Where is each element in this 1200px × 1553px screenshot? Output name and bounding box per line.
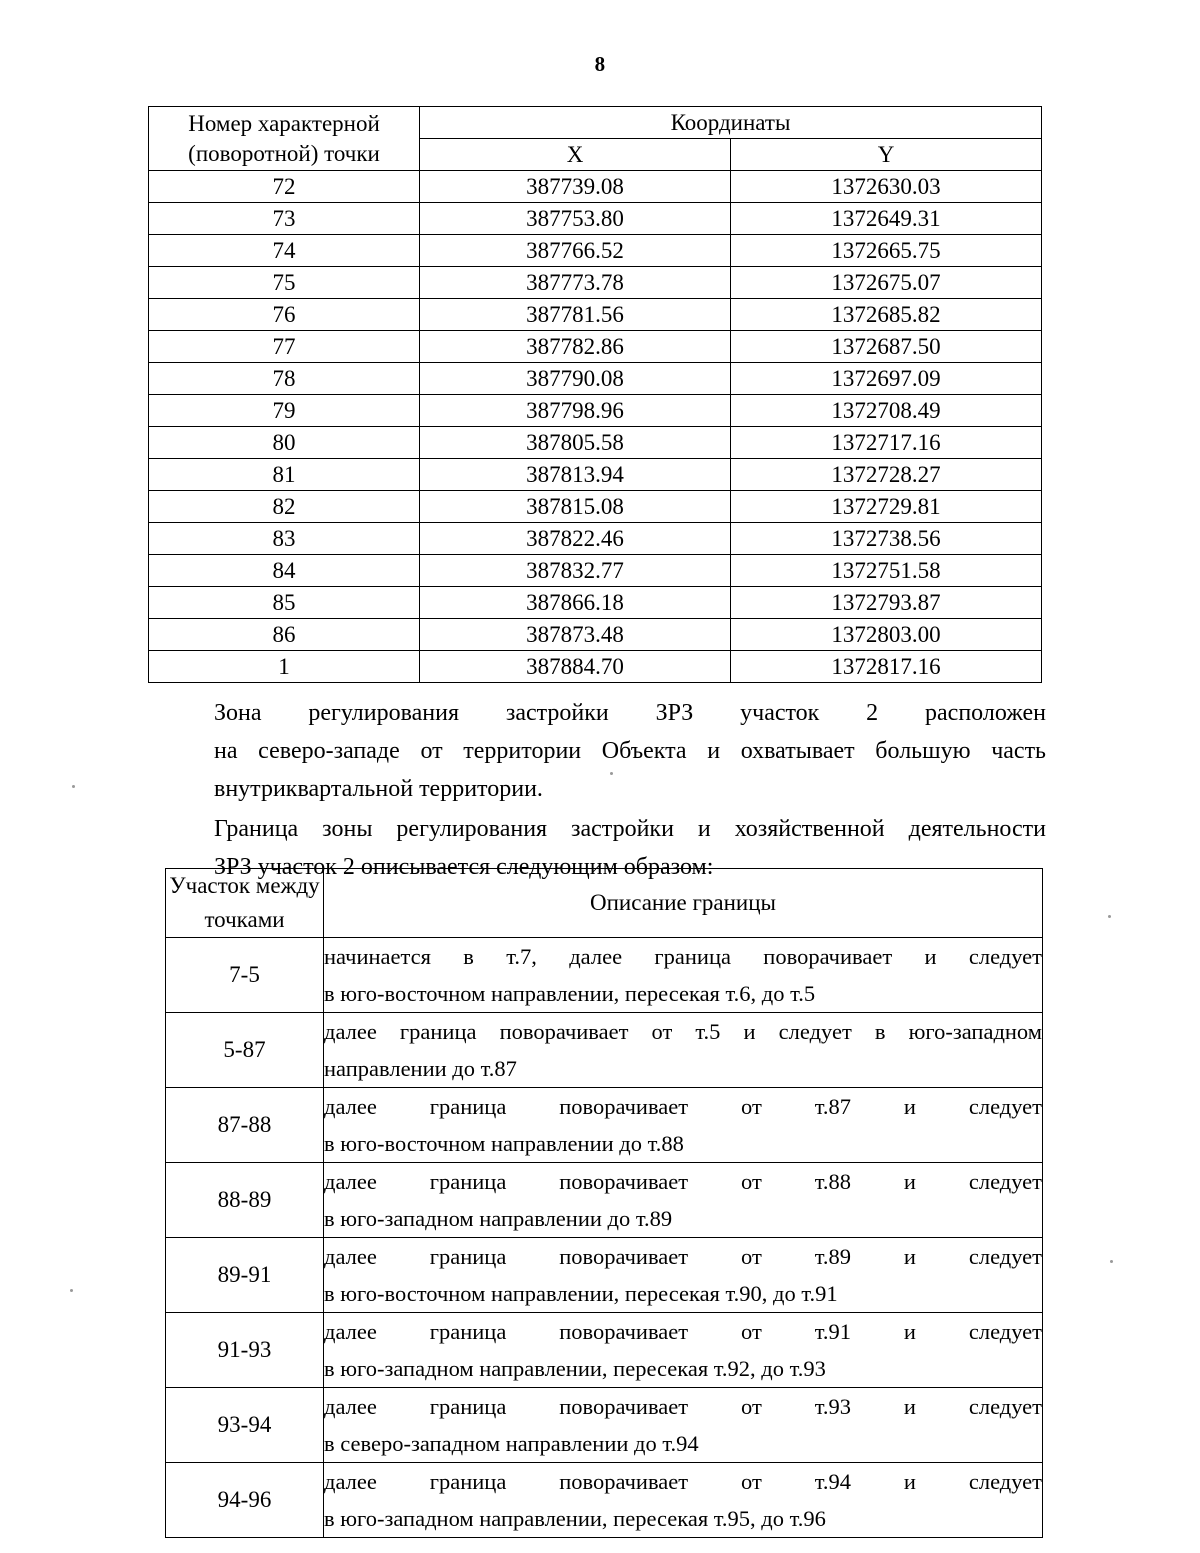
cell-description	[324, 1238, 1043, 1313]
cell-segment: 87-88	[166, 1088, 324, 1163]
border-table-head	[166, 869, 1043, 938]
table-row	[149, 427, 1042, 459]
table-row	[149, 171, 1042, 203]
cell-y: 1372649.31	[731, 203, 1042, 235]
paragraph-line: Граница зоны регулирования застройки и хозяйственной деятельности	[214, 816, 1046, 842]
description-line: далее граница поворачивает от т.5 и следует в юго-западном	[324, 1019, 1042, 1044]
table-row	[149, 331, 1042, 363]
description-line: в юго-западном направлении, пересекая т.95, до т.96	[324, 1506, 826, 1531]
description-line: в юго-западном направлении до т.89	[324, 1206, 673, 1231]
scan-speck	[610, 772, 613, 775]
paragraph-line: ЗРЗ участок 2 описывается следующим образом:	[214, 854, 714, 880]
border-description-table	[165, 868, 1043, 1538]
cell-point-number: 78	[149, 363, 420, 395]
description-line: далее граница поворачивает от т.94 и следует	[324, 1469, 1042, 1494]
description-line: начинается в т.7, далее граница поворачивает и следует	[324, 944, 1042, 969]
cell-x: 387781.56	[420, 299, 731, 331]
cell-point-number: 73	[149, 203, 420, 235]
table-header-row	[149, 107, 1042, 139]
cell-y: 1372728.27	[731, 459, 1042, 491]
cell-point-number: 80	[149, 427, 420, 459]
cell-description	[324, 1163, 1043, 1238]
cell-y: 1372630.03	[731, 171, 1042, 203]
cell-segment: 89-91	[166, 1238, 324, 1313]
page-number: 8	[594, 52, 606, 76]
description-line: далее граница поворачивает от т.91 и следует	[324, 1319, 1042, 1344]
table-row	[149, 363, 1042, 395]
header-coordinates: Координаты	[420, 107, 1042, 139]
description-line: далее граница поворачивает от т.89 и следует	[324, 1244, 1042, 1269]
scan-speck	[1110, 1260, 1113, 1263]
cell-x: 387866.18	[420, 587, 731, 619]
header-segment-between-points: Участок между точками	[166, 869, 324, 938]
paragraph-line: внутриквартальной территории.	[214, 776, 543, 802]
cell-point-number: 83	[149, 523, 420, 555]
scan-speck	[70, 1289, 73, 1292]
cell-y: 1372697.09	[731, 363, 1042, 395]
description-line: в юго-восточном направлении, пересекая т.90, до т.91	[324, 1281, 838, 1306]
scan-speck	[1108, 915, 1111, 918]
table-row	[149, 587, 1042, 619]
table-row	[166, 1013, 1043, 1088]
cell-point-number: 84	[149, 555, 420, 587]
cell-y: 1372717.16	[731, 427, 1042, 459]
header-point-number: Номер характерной (поворотной) точки	[149, 107, 420, 171]
cell-description	[324, 1463, 1043, 1538]
cell-x: 387873.48	[420, 619, 731, 651]
cell-y: 1372803.00	[731, 619, 1042, 651]
cell-x: 387753.80	[420, 203, 731, 235]
cell-x: 387773.78	[420, 267, 731, 299]
table-row	[166, 1313, 1043, 1388]
cell-point-number: 79	[149, 395, 420, 427]
cell-point-number: 82	[149, 491, 420, 523]
paragraph-zone-location	[152, 694, 1046, 808]
header-x: X	[420, 139, 731, 171]
table-row	[149, 555, 1042, 587]
description-line: далее граница поворачивает от т.93 и следует	[324, 1394, 1042, 1419]
border-table-body	[166, 938, 1043, 1538]
table-row	[149, 651, 1042, 683]
cell-segment: 94-96	[166, 1463, 324, 1538]
table-row	[149, 395, 1042, 427]
description-line: далее граница поворачивает от т.87 и следует	[324, 1094, 1042, 1119]
table-row	[149, 299, 1042, 331]
cell-description	[324, 1088, 1043, 1163]
cell-y: 1372675.07	[731, 267, 1042, 299]
cell-point-number: 1	[149, 651, 420, 683]
table-row	[149, 491, 1042, 523]
header-y: Y	[731, 139, 1042, 171]
description-line: далее граница поворачивает от т.88 и следует	[324, 1169, 1042, 1194]
cell-y: 1372729.81	[731, 491, 1042, 523]
cell-segment: 7-5	[166, 938, 324, 1013]
cell-point-number: 75	[149, 267, 420, 299]
cell-y: 1372665.75	[731, 235, 1042, 267]
table-row	[166, 1388, 1043, 1463]
cell-y: 1372817.16	[731, 651, 1042, 683]
cell-point-number: 85	[149, 587, 420, 619]
description-line: в юго-восточном направлении до т.88	[324, 1131, 684, 1156]
scan-speck	[72, 785, 75, 788]
cell-point-number: 81	[149, 459, 420, 491]
cell-y: 1372738.56	[731, 523, 1042, 555]
table-row	[166, 1163, 1043, 1238]
table-row	[149, 619, 1042, 651]
cell-point-number: 86	[149, 619, 420, 651]
cell-segment: 5-87	[166, 1013, 324, 1088]
cell-x: 387790.08	[420, 363, 731, 395]
cell-x: 387739.08	[420, 171, 731, 203]
table-row	[149, 459, 1042, 491]
header-border-description: Описание границы	[324, 869, 1043, 938]
cell-description	[324, 1013, 1043, 1088]
cell-x: 387815.08	[420, 491, 731, 523]
table-row	[149, 235, 1042, 267]
cell-y: 1372751.58	[731, 555, 1042, 587]
description-line: в северо-западном направлении до т.94	[324, 1431, 699, 1456]
paragraph-line: на северо-западе от территории Объекта и охватывает большую часть	[214, 738, 1046, 764]
cell-y: 1372685.82	[731, 299, 1042, 331]
cell-y: 1372687.50	[731, 331, 1042, 363]
cell-x: 387805.58	[420, 427, 731, 459]
table-row	[166, 938, 1043, 1013]
table-row	[166, 1238, 1043, 1313]
table-row	[149, 523, 1042, 555]
cell-segment: 93-94	[166, 1388, 324, 1463]
description-line: направлении до т.87	[324, 1056, 517, 1081]
table-row	[166, 1463, 1043, 1538]
cell-description	[324, 1388, 1043, 1463]
table-row	[149, 203, 1042, 235]
cell-x: 387782.86	[420, 331, 731, 363]
cell-point-number: 74	[149, 235, 420, 267]
coordinates-table	[148, 106, 1042, 683]
cell-description	[324, 1313, 1043, 1388]
cell-x: 387813.94	[420, 459, 731, 491]
cell-segment: 88-89	[166, 1163, 324, 1238]
table-row	[166, 1088, 1043, 1163]
table-row	[149, 267, 1042, 299]
table-header-row	[166, 869, 1043, 938]
cell-point-number: 72	[149, 171, 420, 203]
paragraph-line: Зона регулирования застройки ЗРЗ участок 2 расположен	[214, 700, 1046, 726]
cell-point-number: 77	[149, 331, 420, 363]
coordinates-table-body	[149, 171, 1042, 683]
coordinates-table-head	[149, 107, 1042, 171]
cell-x: 387884.70	[420, 651, 731, 683]
cell-segment: 91-93	[166, 1313, 324, 1388]
cell-point-number: 76	[149, 299, 420, 331]
cell-y: 1372793.87	[731, 587, 1042, 619]
body-text	[152, 694, 1046, 886]
cell-x: 387798.96	[420, 395, 731, 427]
cell-x: 387832.77	[420, 555, 731, 587]
cell-description	[324, 938, 1043, 1013]
cell-y: 1372708.49	[731, 395, 1042, 427]
cell-x: 387822.46	[420, 523, 731, 555]
cell-x: 387766.52	[420, 235, 731, 267]
description-line: в юго-западном направлении, пересекая т.92, до т.93	[324, 1356, 826, 1381]
description-line: в юго-восточном направлении, пересекая т.6, до т.5	[324, 981, 816, 1006]
